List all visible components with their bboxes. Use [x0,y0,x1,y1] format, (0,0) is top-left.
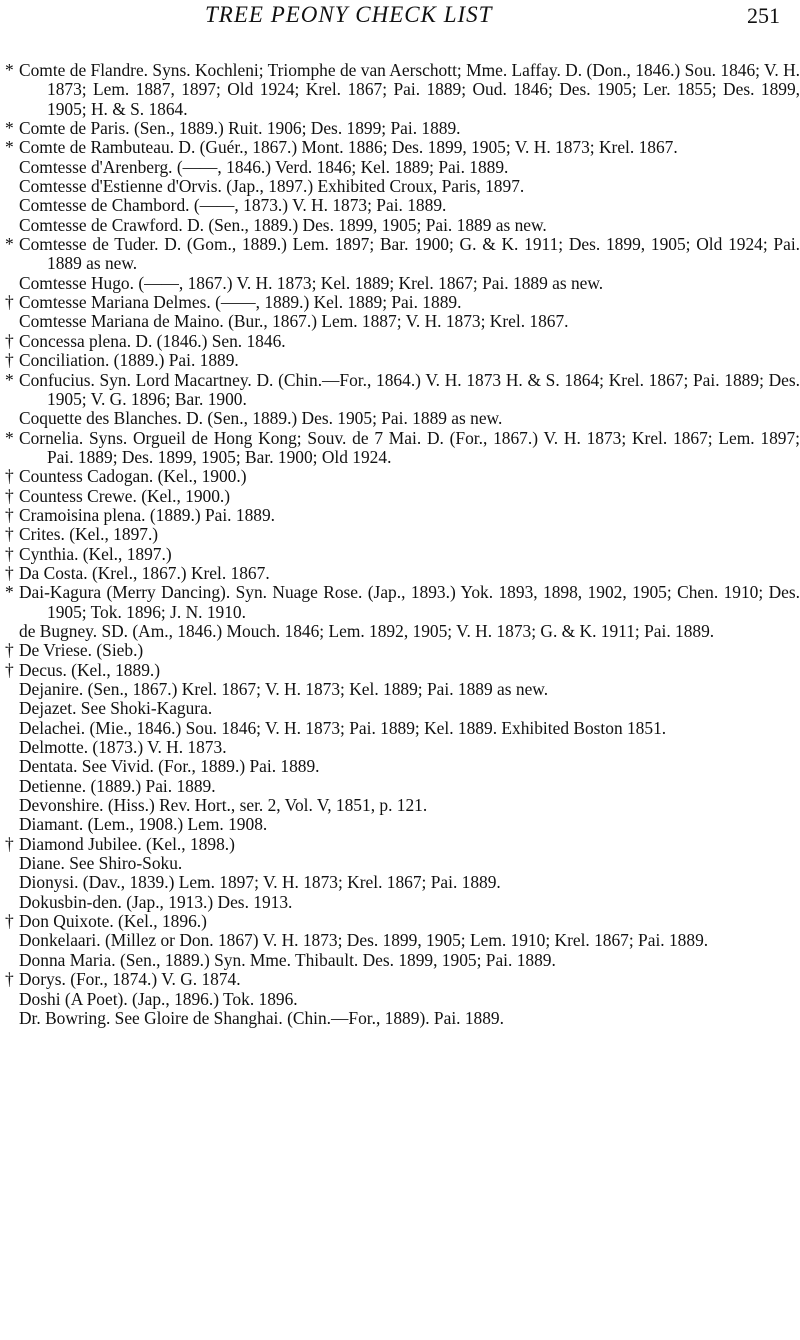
entry-details: See Vivid. (For., 1889.) Pai. 1889. [77,756,320,777]
check-list [0,61,800,1028]
entry-name: Comte de Rambuteau. [19,137,175,158]
list-item [0,545,800,564]
entry-details: (Kel., 1897.) [64,524,159,545]
entry-name: Diane. [19,853,65,874]
list-item [0,312,800,331]
entry-marker: * [5,118,14,139]
list-item [0,583,800,622]
entry-name: Concessa plena. [19,330,132,351]
entry-name: Comte de Flandre. [19,60,149,80]
list-item [0,61,800,119]
entry-details: (Kel., 1889.) [66,659,161,680]
list-item [0,641,800,660]
list-item [0,274,800,293]
entry-name: Dejazet. [19,698,77,719]
entry-name: Comtesse Mariana Delmes. [19,292,211,313]
entry-details: (Jap., 1897.) Exhibited Croux, Paris, 1897. [221,176,525,197]
entry-details: (Sen., 1889.) Ruit. 1906; Des. 1899; Pai. 1889. [129,118,461,139]
entry-name: Doshi (A Poet). [19,988,128,1009]
list-item [0,699,800,718]
list-item [0,931,800,950]
entry-name: Comtesse de Chambord. [19,195,190,216]
entry-details: Syn. Nuage Rose. (Jap., 1893.) Yok. 1893, 1898, 1902, 1905; Chen. 1910; Des. 1905; Tok. 1896; J. N. 1910. [47,582,800,622]
list-item [0,970,800,989]
entry-marker: † [5,543,14,564]
entry-details: D. (1846.) Sen. 1846. [131,330,286,351]
entry-name: Dentata. [19,756,78,777]
entry-marker: † [5,969,14,990]
list-item [0,158,800,177]
entry-details: (——, 1867.) V. H. 1873; Kel. 1889; Krel. 1867; Pai. 1889 as new. [133,272,604,293]
list-item [0,429,800,468]
list-item [0,951,800,970]
entry-details: D. (Sen., 1889.) Des. 1905; Pai. 1889 as new. [181,408,503,429]
entry-name: Donkelaari. [19,930,101,951]
entry-marker: † [5,640,14,661]
list-item [0,777,800,796]
entry-name: De Vriese. [19,640,93,661]
entry-details: (Jap., 1896.) Tok. 1896. [127,988,298,1009]
entry-name: Crites. [19,524,65,545]
entry-details: (1889.) Pai. 1889. [109,350,239,371]
entry-name: Cornelia. [19,427,84,448]
entry-details: (1873.) V. H. 1873. [88,737,227,758]
entry-details: (Sieb.) [92,640,144,661]
entry-name: Dr. Bowring. [19,1007,111,1028]
list-item [0,235,800,274]
list-item [0,912,800,931]
entry-details: (1889.) Pai. 1889. [86,775,216,796]
entry-details: (Kel., 1896.) [113,911,207,932]
entry-name: Devonshire. [19,795,104,816]
entry-name: Comte de Paris. [19,118,130,139]
list-item [0,371,800,410]
entry-details: (Mie., 1846.) Sou. 1846; V. H. 1873; Pai. 1889; Kel. 1889. Exhibited Boston 1851. [85,717,667,738]
entry-details: (——, 1873.) V. H. 1873; Pai. 1889. [189,195,447,216]
entry-name: Conciliation. [19,350,110,371]
entry-name: Decus. [19,659,67,680]
entry-details: (Lem., 1908.) Lem. 1908. [83,814,268,835]
entry-name: Comtesse Hugo. [19,272,134,293]
list-item [0,293,800,312]
entry-marker: * [5,234,14,255]
entry-marker: † [5,911,14,932]
list-item [0,622,800,641]
entry-name: Countess Crewe. [19,485,137,506]
entry-details: Syns. Kochleni; Triomphe de van Aerschott; Mme. Laffay. D. (Don., 1846.) Sou. 1846; V. H. 1873; Lem. 1887, 1897; Old 1924; Krel. 1867; Pai. 1889; Oud. 1846; Des. 1905; Ler. 1855; Des. 1899, 1905; H. & S. 1864. [47,60,800,119]
entry-details: (Kel., 1898.) [141,833,235,854]
entry-marker: * [5,427,14,448]
entry-name: Comtesse Mariana de Maino. [19,311,224,332]
entry-marker: * [5,369,14,390]
entry-details: SD. (Am., 1846.) Mouch. 1846; Lem. 1892, 1905; V. H. 1873; G. & K. 1911; Pai. 1889. [97,620,715,641]
entry-name: Don Quixote. [19,911,114,932]
list-item [0,119,800,138]
list-item [0,893,800,912]
entry-details: D. (Gom., 1889.) Lem. 1897; Bar. 1900; G. & K. 1911; Des. 1899, 1905; Old 1924; Pai. 1889 as new. [47,234,800,274]
entry-name: Dionysi. [19,872,79,893]
entry-name: Dorys. [19,969,66,990]
entry-marker: † [5,466,14,487]
entry-details: (Millez or Don. 1867) V. H. 1873; Des. 1899, 1905; Lem. 1910; Krel. 1867; Pai. 1889. [100,930,709,951]
entry-details: (Bur., 1867.) Lem. 1887; V. H. 1873; Krel. 1867. [223,311,569,332]
entry-marker: † [5,562,14,583]
entry-details: (For., 1874.) V. G. 1874. [65,969,241,990]
entry-marker: * [5,60,14,80]
list-item [0,738,800,757]
entry-name: Delachei. [19,717,86,738]
entry-name: Diamond Jubilee. [19,833,142,854]
entry-name: Cynthia. [19,543,79,564]
entry-name: Dokusbin-den. [19,891,122,912]
entry-name: Cramoisina plena. [19,504,146,525]
list-item [0,487,800,506]
entry-details: (Dav., 1839.) Lem. 1897; V. H. 1873; Krel. 1867; Pai. 1889. [78,872,501,893]
list-item [0,661,800,680]
list-item [0,757,800,776]
entry-details: See Shoki-Kagura. [76,698,213,719]
entry-marker: † [5,330,14,351]
entry-name: Dejanire. [19,679,84,699]
list-item [0,873,800,892]
entry-name: de Bugney. [19,620,98,641]
entry-name: Donna Maria. [19,949,116,970]
page-header [0,2,800,32]
entry-marker: * [5,582,14,603]
entry-name: Da Costa. [19,562,88,583]
entry-name: Dai-Kagura (Merry Dancing). [19,582,231,603]
list-item [0,138,800,157]
entry-details: (Krel., 1867.) Krel. 1867. [87,562,270,583]
entry-details: (Hiss.) Rev. Hort., ser. 2, Vol. V, 1851, p. 121. [103,795,428,816]
list-item [0,680,800,699]
list-item [0,351,800,370]
list-item [0,525,800,544]
list-item [0,719,800,738]
entry-details: Syn. Lord Macartney. D. (Chin.—For., 1864.) V. H. 1873 H. & S. 1864; Krel. 1867; Pai. 1889; Des. 1905; V. G. 1896; Bar. 1900. [47,369,800,409]
list-item [0,815,800,834]
entry-details: See Shiro-Soku. [64,853,183,874]
entry-details: (Jap., 1913.) Des. 1913. [121,891,293,912]
list-item [0,506,800,525]
entry-details: (Sen., 1867.) Krel. 1867; V. H. 1873; Kel. 1889; Pai. 1889 as new. [83,679,549,699]
entry-marker: † [5,659,14,680]
entry-marker: † [5,292,14,313]
entry-marker: † [5,485,14,506]
list-item [0,1009,800,1028]
list-item [0,990,800,1009]
entry-name: Comtesse d'Arenberg. [19,156,173,177]
entry-details: (1889.) Pai. 1889. [145,504,276,525]
list-item [0,467,800,486]
entry-details: See Gloire de Shanghai. (Chin.—For., 1889). Pai. 1889. [110,1007,504,1028]
list-item [0,796,800,815]
entry-details: Syns. Orgueil de Hong Kong; Souv. de 7 Mai. D. (For., 1867.) V. H. 1873; Krel. 1867; Lem. 1897; Pai. 1889; Des. 1899, 1905; Bar. 1900; Old 1924. [47,427,800,467]
list-item [0,564,800,583]
list-item [0,409,800,428]
entry-marker: † [5,504,14,525]
entry-name: Comtesse d'Estienne d'Orvis. [19,176,222,197]
entry-details: D. (Sen., 1889.) Des. 1899, 1905; Pai. 1889 as new. [182,214,547,235]
entry-details: (Sen., 1889.) Syn. Mme. Thibault. Des. 1899, 1905; Pai. 1889. [115,949,556,970]
page-number: 251 [747,3,780,28]
list-item [0,854,800,873]
entry-details: (Kel., 1897.) [78,543,172,564]
entry-name: Comtesse de Tuder. [19,234,159,255]
entry-marker: † [5,350,14,371]
entry-marker: † [5,524,14,545]
list-item [0,835,800,854]
entry-details: (Kel., 1900.) [136,485,231,506]
list-item [0,177,800,196]
entry-details: (——, 1846.) Verd. 1846; Kel. 1889; Pai. 1889. [172,156,509,177]
entry-name: Comtesse de Crawford. [19,214,183,235]
list-item [0,216,800,235]
entry-name: Countess Cadogan. [19,466,154,487]
running-title: TREE PEONY CHECK LIST [205,2,493,27]
entry-name: Diamant. [19,814,84,835]
list-item [0,196,800,215]
list-item [0,332,800,351]
entry-name: Delmotte. [19,737,89,758]
entry-name: Detienne. [19,775,87,796]
entry-details: D. (Guér., 1867.) Mont. 1886; Des. 1899, 1905; V. H. 1873; Krel. 1867. [174,137,678,158]
entry-details: (——, 1889.) Kel. 1889; Pai. 1889. [210,292,462,313]
entry-name: Coquette des Blanches. [19,408,182,429]
entry-marker: * [5,137,14,158]
entry-details: (Kel., 1900.) [153,466,247,487]
entry-name: Confucius. [19,369,95,390]
entry-marker: † [5,833,14,854]
